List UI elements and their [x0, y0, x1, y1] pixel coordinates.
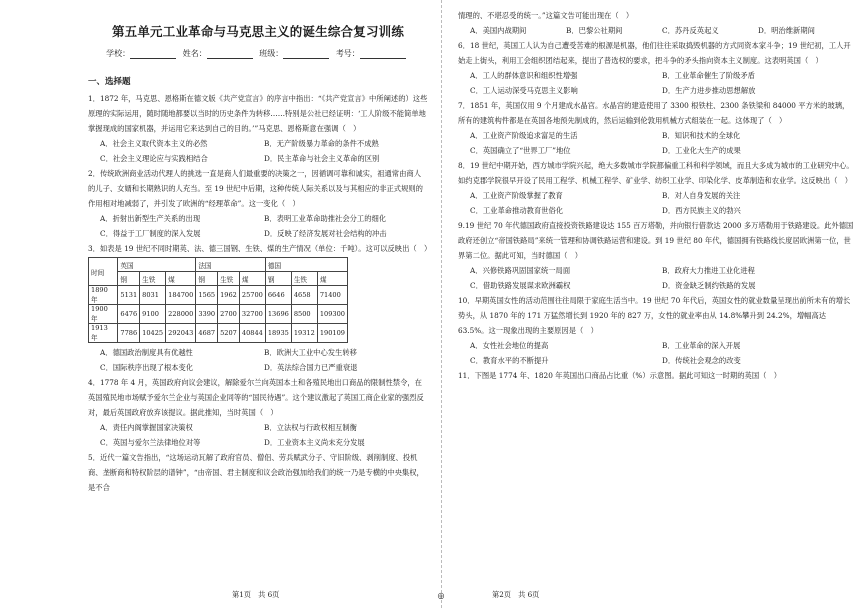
production-table — [88, 257, 348, 343]
option: C．借助铁路发展谋求欧洲霸权 — [470, 281, 571, 290]
option: D．传统社会观念的改变 — [662, 356, 741, 365]
question-2-options — [88, 211, 428, 241]
option: A．美国内战期间 — [470, 26, 527, 35]
question-8: 8．19 世纪中期开始，西方城市学院兴起，绝大多数城市学院都偏重工科和科学领域，而且大多成为城市的工业研究中心。如约克郡学院很早开设了民用工程学、机械工程学、矿业学、纺织工业学、印染化学、皮革制造和农业学。这反映出（ ） — [458, 161, 854, 185]
option: B．对人自身发展的关注 — [662, 191, 741, 200]
option: C．英国确立了“世界工厂”地位 — [470, 146, 571, 155]
option: D．资金缺乏制约铁路的发展 — [662, 281, 756, 290]
table-cell: 19312 — [291, 324, 317, 343]
option: C．英国与爱尔兰法律地位对等 — [100, 438, 201, 447]
table-cell: 190109 — [317, 324, 347, 343]
option: A．兴修铁路巩固国家统一局面 — [470, 266, 571, 275]
question-10: 10．早期英国女性的活动范围往往局限于家庭生活当中。19 世纪 70 年代后，英国女性的就业数量呈现出前所未有的增长势头，从 1870 年的 171 万猛然增长到 1920 年的 827 万，女性的就业率由从 14.8%攀升到 24.2%，增幅高达 63.5%。这一现象出现的主要原因是（ ） — [458, 296, 851, 335]
student-info-line — [88, 48, 428, 59]
table-sub-header: 煤 — [239, 272, 265, 286]
table-cell: 1913 年 — [89, 324, 118, 343]
table-cell: 8500 — [291, 305, 317, 324]
table-cell: 6476 — [118, 305, 140, 324]
table-cell: 25700 — [239, 286, 265, 305]
table-sub-header: 钢 — [265, 272, 291, 286]
name-field[interactable] — [207, 50, 253, 59]
option: A．德国政治制度具有优越性 — [100, 348, 193, 357]
option: B．欧洲大工业中心发生转移 — [264, 348, 357, 357]
option: C．苏丹反英起义 — [662, 26, 719, 35]
table-cell: 3390 — [196, 305, 218, 324]
question-6-options — [458, 68, 854, 98]
right-page — [448, 0, 860, 608]
class-label: 班级： — [259, 49, 284, 58]
table-cell: 1962 — [218, 286, 240, 305]
option: D．英法综合国力已严重衰退 — [264, 363, 358, 372]
option: B．巴黎公社期间 — [566, 26, 623, 35]
table-row — [89, 324, 348, 343]
table-cell: 4687 — [196, 324, 218, 343]
question-5-options — [458, 23, 854, 38]
question-4-options — [88, 420, 428, 450]
table-sub-header: 煤 — [317, 272, 347, 286]
table-cell: 1565 — [196, 286, 218, 305]
page-number-left: 第1页 共 6页 — [232, 590, 280, 599]
page-number-right: 第2页 共 6页 — [492, 590, 540, 599]
question-3-options — [88, 345, 428, 375]
table-sub-header: 生铁 — [140, 272, 166, 286]
table-cell: 40844 — [239, 324, 265, 343]
option: A．工业资产阶级追求富足的生活 — [470, 131, 578, 140]
binding-mark-icon: ◎ — [437, 591, 445, 600]
option: B．政府大力推进工业化进程 — [662, 266, 755, 275]
table-row — [89, 305, 348, 324]
option: B．表明工业革命助推社会分工的细化 — [264, 214, 387, 223]
table-cell: 18935 — [265, 324, 291, 343]
option: B．工业革命的深入开展 — [662, 341, 741, 350]
table-cell: 71400 — [317, 286, 347, 305]
table-sub-header: 生铁 — [218, 272, 240, 286]
option: A．社会主义取代资本主义的必然 — [100, 139, 208, 148]
option: D．西方民族主义的勃兴 — [662, 206, 741, 215]
question-10-options — [458, 338, 854, 368]
table-cell: 2700 — [218, 305, 240, 324]
option: A．折射出新型生产关系的出现 — [100, 214, 201, 223]
option: A．工人的群体意识和组织性增强 — [470, 71, 578, 80]
question-1-options — [88, 136, 428, 166]
option: C．工业革命推动教育世俗化 — [470, 206, 564, 215]
table-cell: 7786 — [118, 324, 140, 343]
option: A．责任内阁掌握国家决策权 — [100, 423, 193, 432]
table-cell: 109300 — [317, 305, 347, 324]
option: C．社会主义理论应与实践相结合 — [100, 154, 208, 163]
class-field[interactable] — [283, 50, 329, 59]
table-sub-header: 钢 — [118, 272, 140, 286]
question-2: 2．传统欧洲商业活动代理人的挑选一直是商人们最重要的决策之一，因循调可靠和诚实，祖通常由商人的儿子、女婿和长期熟识的人充当。至 19 世纪中后期，这种传统人际关系以及与其相应的非正式规则的作用相对地减弱了，并引发了欧洲的“经理革命”。这一变化（ ） — [88, 169, 423, 208]
option: A．女性社会地位的提高 — [470, 341, 549, 350]
table-sub-header: 钢 — [196, 272, 218, 286]
option: C．教育水平的不断提升 — [470, 356, 549, 365]
question-7-options — [458, 128, 854, 158]
table-cell: 184700 — [166, 286, 196, 305]
option: B．立法权与行政权相互制衡 — [264, 423, 357, 432]
table-country-header: 法国 — [196, 258, 266, 272]
question-9: 9.19 世纪 70 年代德国政府直接投资铁路建设达 155 百万塔勒，并向银行借款达 2000 多万塔勒用于铁路建设。此外德国政府还创立“帝国铁路局”来统一管理和协调铁路运营和建设。到 19 世纪 80 年代，德国拥有铁路线长度居欧洲第一位，世界第二位。据此可知，当时德国（ ） — [458, 221, 854, 260]
option: B．工业革命催生了阶级矛盾 — [662, 71, 755, 80]
question-4: 4．1778 年 4 月，英国政府向议会建议，解除爱尔兰向英国本土和各殖民地出口商品的限制性禁令，在英国殖民地市场赋予爱尔兰企业与英国企业同等的“国民待遇”。这个建议激起了英国工商企业家的强烈反对，最后英国政府放弃该提议。据此推知，当时英国（ ） — [88, 378, 424, 417]
question-8-options — [458, 188, 854, 218]
table-cell: 292043 — [166, 324, 196, 343]
option: D．反映了经济发展对社会结构的冲击 — [264, 229, 387, 238]
table-row — [89, 286, 348, 305]
option: D．明治维新期间 — [758, 26, 815, 35]
school-label: 学校： — [106, 49, 131, 58]
option: B．无产阶级暴力革命的条件不成熟 — [264, 139, 379, 148]
table-cell: 8031 — [140, 286, 166, 305]
table-cell: 6646 — [265, 286, 291, 305]
table-country-header: 英国 — [118, 258, 196, 272]
option: D．民主革命与社会主义革命的区别 — [264, 154, 380, 163]
table-cell: 1890 年 — [89, 286, 118, 305]
table-sub-header: 生铁 — [291, 272, 317, 286]
question-3: 3．如表是 19 世纪不同时期英、法、德三国钢、生铁、煤的生产情况（单位：千吨）。这可以反映出（ ） — [88, 244, 432, 253]
option: D．工业化大生产的成果 — [662, 146, 741, 155]
table-cell: 32700 — [239, 305, 265, 324]
question-7: 7．1851 年，英国仅用 9 个月建成水晶宫。水晶宫的建造使用了 3300 根铁柱、2300 条铁梁和 84000 平方米的玻璃，所有的建筑构件都是在英国各地预先制成的，然后运输到伦敦用机械方式组装在一起。这体现了（ ） — [458, 101, 850, 125]
question-5: 5．近代一篇文告指出，“这场运动瓦解了政府官员、僧侣、劳兵赋武分子、守旧阶级、剥削制度、投机商、垄断商和特权阶层的谱钟”，“由帝国、君主制度和议会政治强加给我们的统一乃是专横的中央集权，是不合 — [88, 453, 424, 492]
page-divider — [441, 0, 442, 608]
option: C．国际秩序出现了根本变化 — [100, 363, 194, 372]
option: D．工业资本主义尚未充分发展 — [264, 438, 365, 447]
document-title: 第五单元工业革命与马克思主义的诞生综合复习训练 — [111, 24, 405, 39]
table-cell: 10425 — [140, 324, 166, 343]
table-cell: 228000 — [166, 305, 196, 324]
option: C．工人运动深受马克思主义影响 — [470, 86, 578, 95]
option: A．工业资产阶级掌握了教育 — [470, 191, 563, 200]
table-cell: 1900 年 — [89, 305, 118, 324]
table-cell: 5207 — [218, 324, 240, 343]
question-6: 6．18 世纪，英国工人认为自己遭受苦难的根源是机器，他们往往采取捣毁机器的方式同资本家斗争；19 世纪初，工人开始走上街头，利用工会组织团结起来，提出了普选权的要求，把斗争的矛头指向资本主义制度。这表明英国（ ） — [458, 41, 851, 65]
table-cell: 5131 — [118, 286, 140, 305]
table-country-header: 德国 — [265, 258, 347, 272]
question-5-continued: 情理的、不堪忍受的统一。”这篇文告可能出现在（ ） — [458, 11, 634, 20]
table-time-header: 时间 — [89, 258, 118, 286]
table-cell: 13696 — [265, 305, 291, 324]
option: D．生产力进步推动思想解放 — [662, 86, 756, 95]
question-1: 1．1872 年，马克思、恩格斯在德文版《共产党宣言》的序言中指出：“《共产党宣言》中所阐述的）这些原理的实际运用，随时随地都要以当时的历史条件为转移……特别是公社已经证明：‘工人阶级不能简单地掌握现成的国家机器，并运用它来达到自己的目的。’”马克思、恩格斯意在强调（ ） — [88, 94, 428, 133]
question-9-options — [458, 263, 854, 293]
name-label: 姓名： — [182, 49, 207, 58]
table-sub-header: 煤 — [166, 272, 196, 286]
option: B．知识和技术的全球化 — [662, 131, 741, 140]
exam-no-label: 考号： — [335, 49, 360, 58]
question-11: 11．下图是 1774 年、1820 年英国出口商品占比重（%）示意图。据此可知这一时期的英国（ ） — [458, 371, 782, 380]
exam-no-field[interactable] — [360, 50, 406, 59]
table-cell: 9100 — [140, 305, 166, 324]
option: C．得益于工厂制度的深入发展 — [100, 229, 201, 238]
school-field[interactable] — [130, 50, 176, 59]
section-heading: 一、选择题 — [88, 77, 131, 87]
table-cell: 4658 — [291, 286, 317, 305]
